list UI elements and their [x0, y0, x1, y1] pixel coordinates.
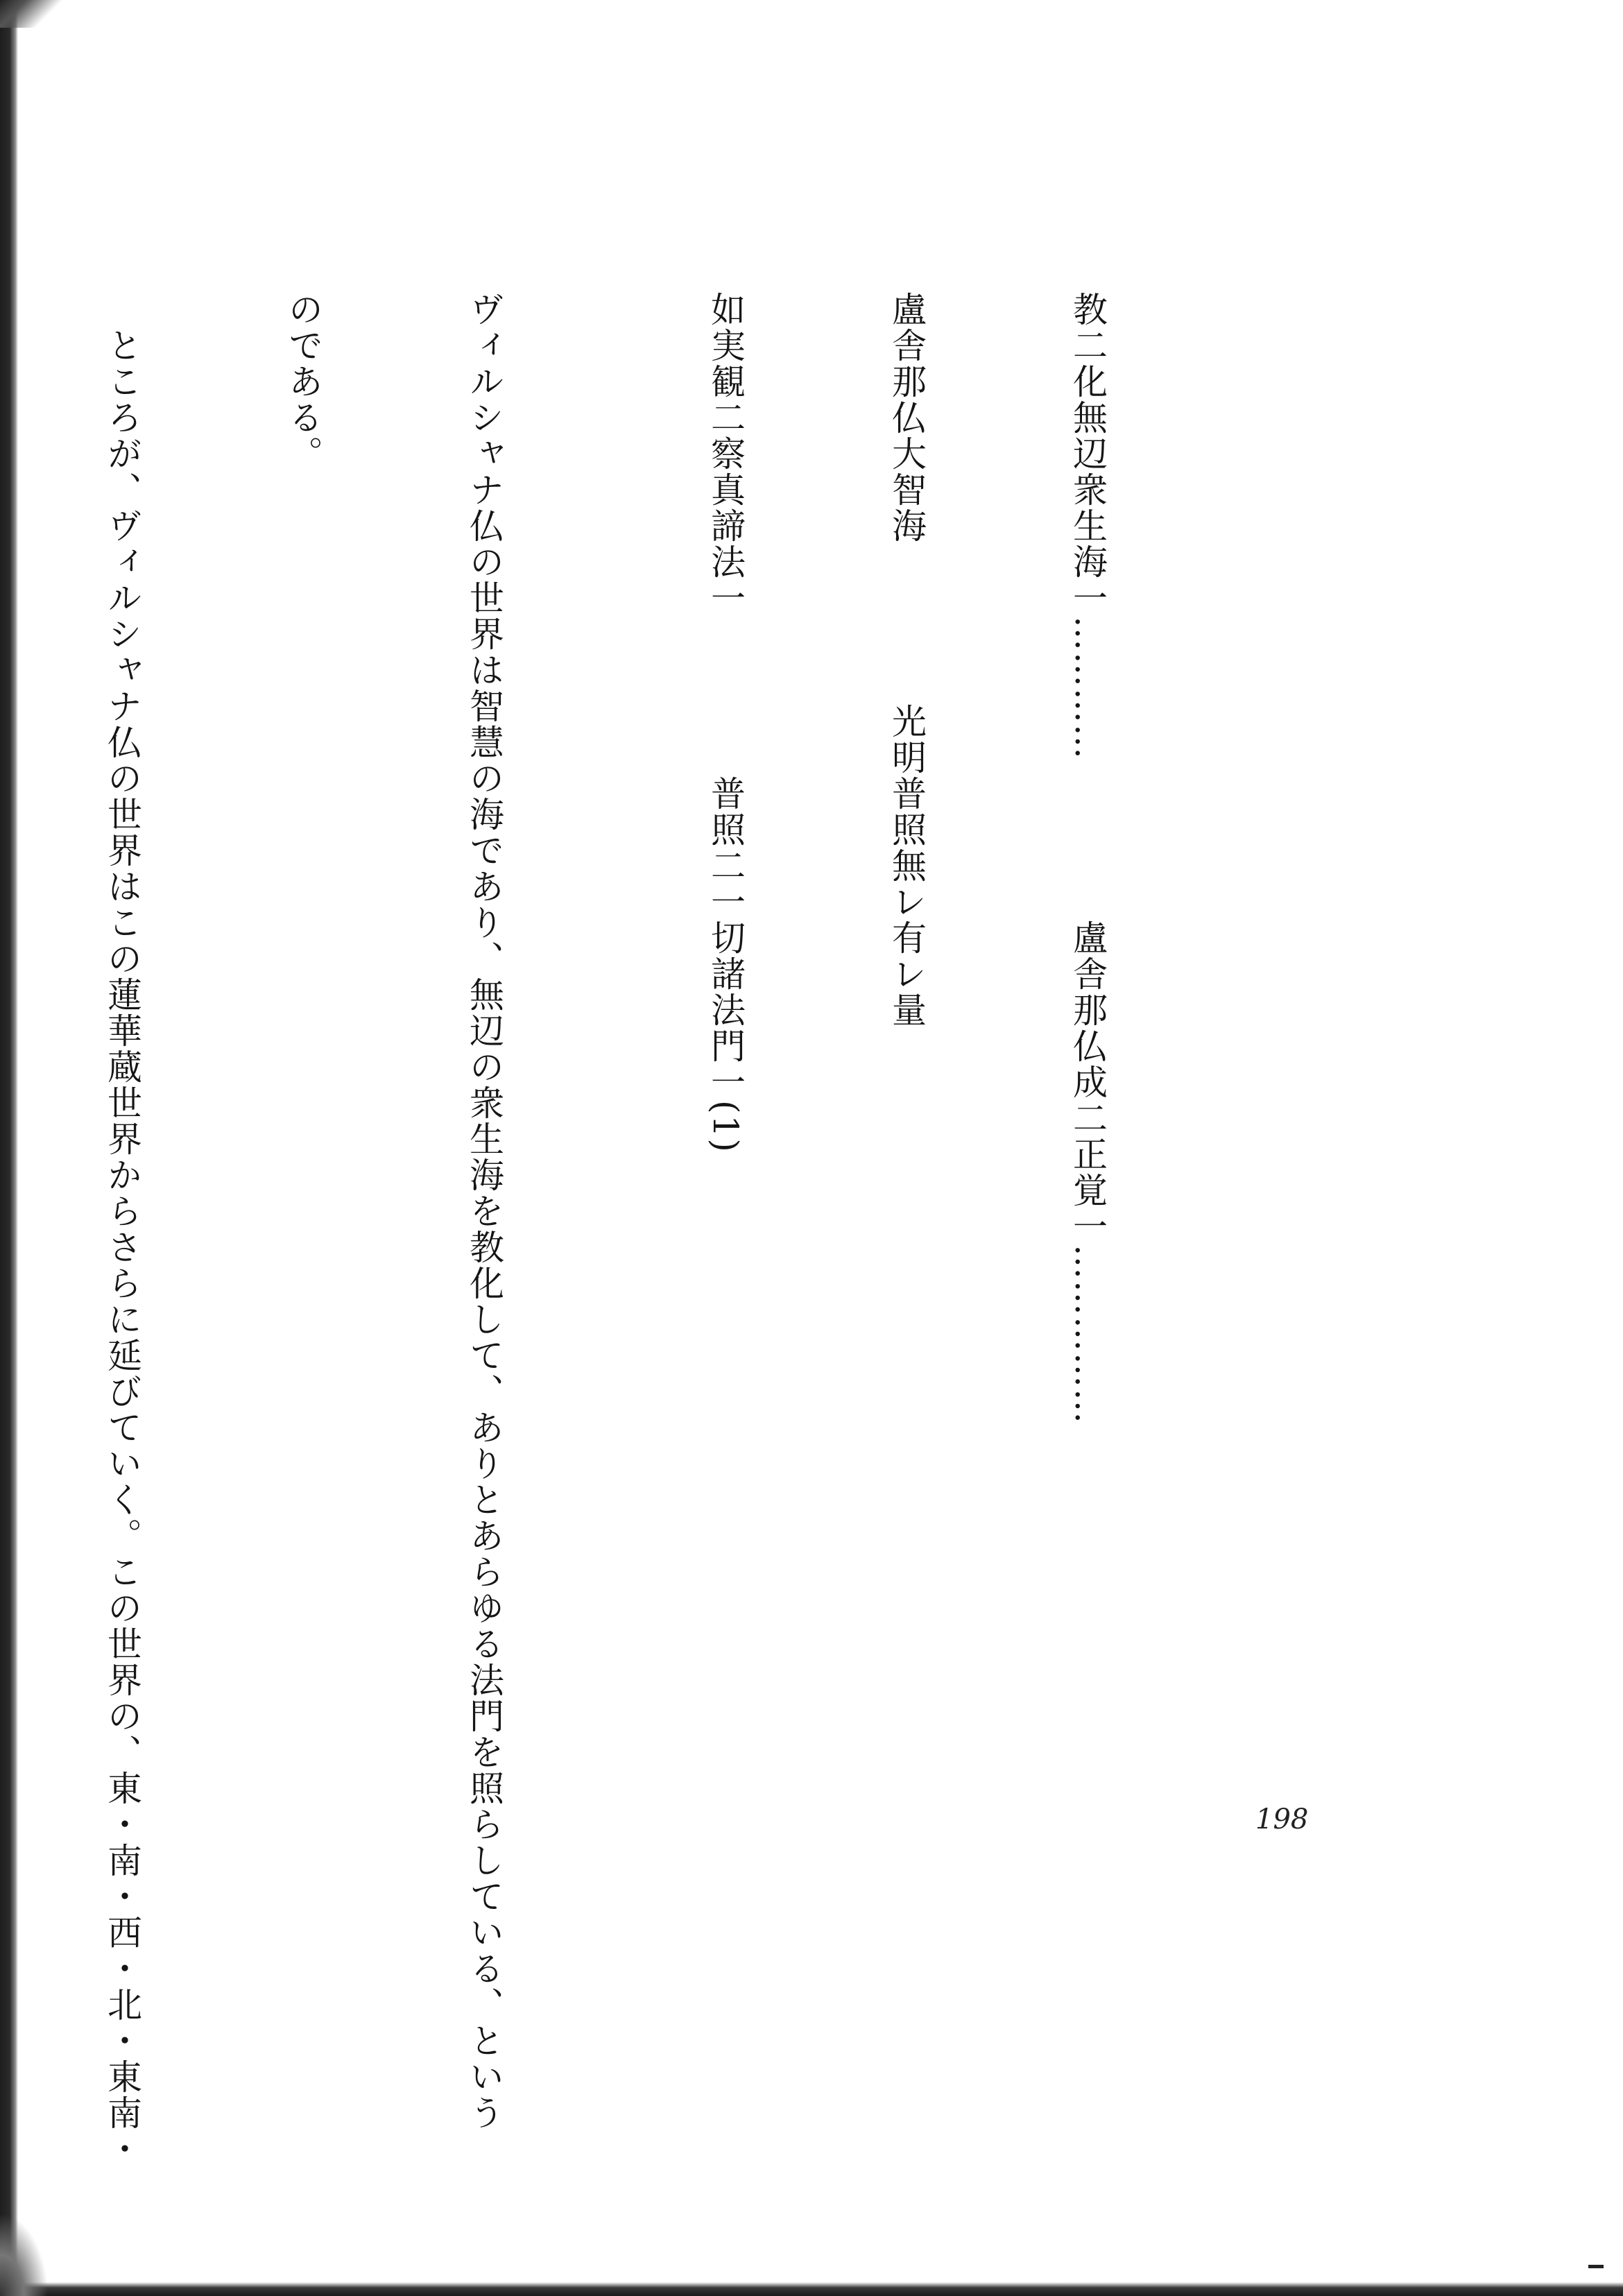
verse-1-second: 盧舎那仏成二正覚一 — [1067, 920, 1108, 1244]
verse-1-dots: ………… — [1067, 616, 1108, 760]
verse-line-3 — [695, 291, 755, 2109]
verse-line-2 — [876, 291, 936, 2109]
page-number: 198 — [1255, 1804, 1309, 1835]
margin-mark — [1588, 2265, 1604, 2268]
verse-2-first: 盧舎那仏大智海 — [886, 291, 927, 544]
verse-3-first: 如実観二察真諦法一 — [705, 291, 746, 616]
verse-1-dots-2: …………… — [1067, 1244, 1108, 1425]
verse-2-second: 光明普照無レ有レ量 — [886, 703, 927, 1028]
vertical-text-block — [0, 291, 1238, 2167]
scan-top-corner — [0, 0, 62, 28]
verse-1-first: 教二化無辺衆生海一 — [1067, 291, 1108, 616]
scan-bottom-corner — [0, 2213, 49, 2296]
paragraph-line-1: ヴィルシャナ仏の世界は智慧の海であり、無辺の衆生海を教化して、ありとあらゆる法門を照らしている、という — [464, 291, 504, 2131]
verse-3-second: 普照二一切諸法門一 — [705, 776, 746, 1100]
footnote-mark: (1) — [705, 1100, 746, 1154]
paragraph-line-3: ところが、ヴィルシャナ仏の世界はこの蓮華蔵世界からさらに延びていく。この世界の、東・南・西・北・東南・ — [102, 291, 142, 2167]
verse-line-1 — [1057, 291, 1117, 2109]
paragraph-line-2: のである。 — [283, 291, 323, 472]
scan-bottom-edge — [0, 2282, 1623, 2296]
